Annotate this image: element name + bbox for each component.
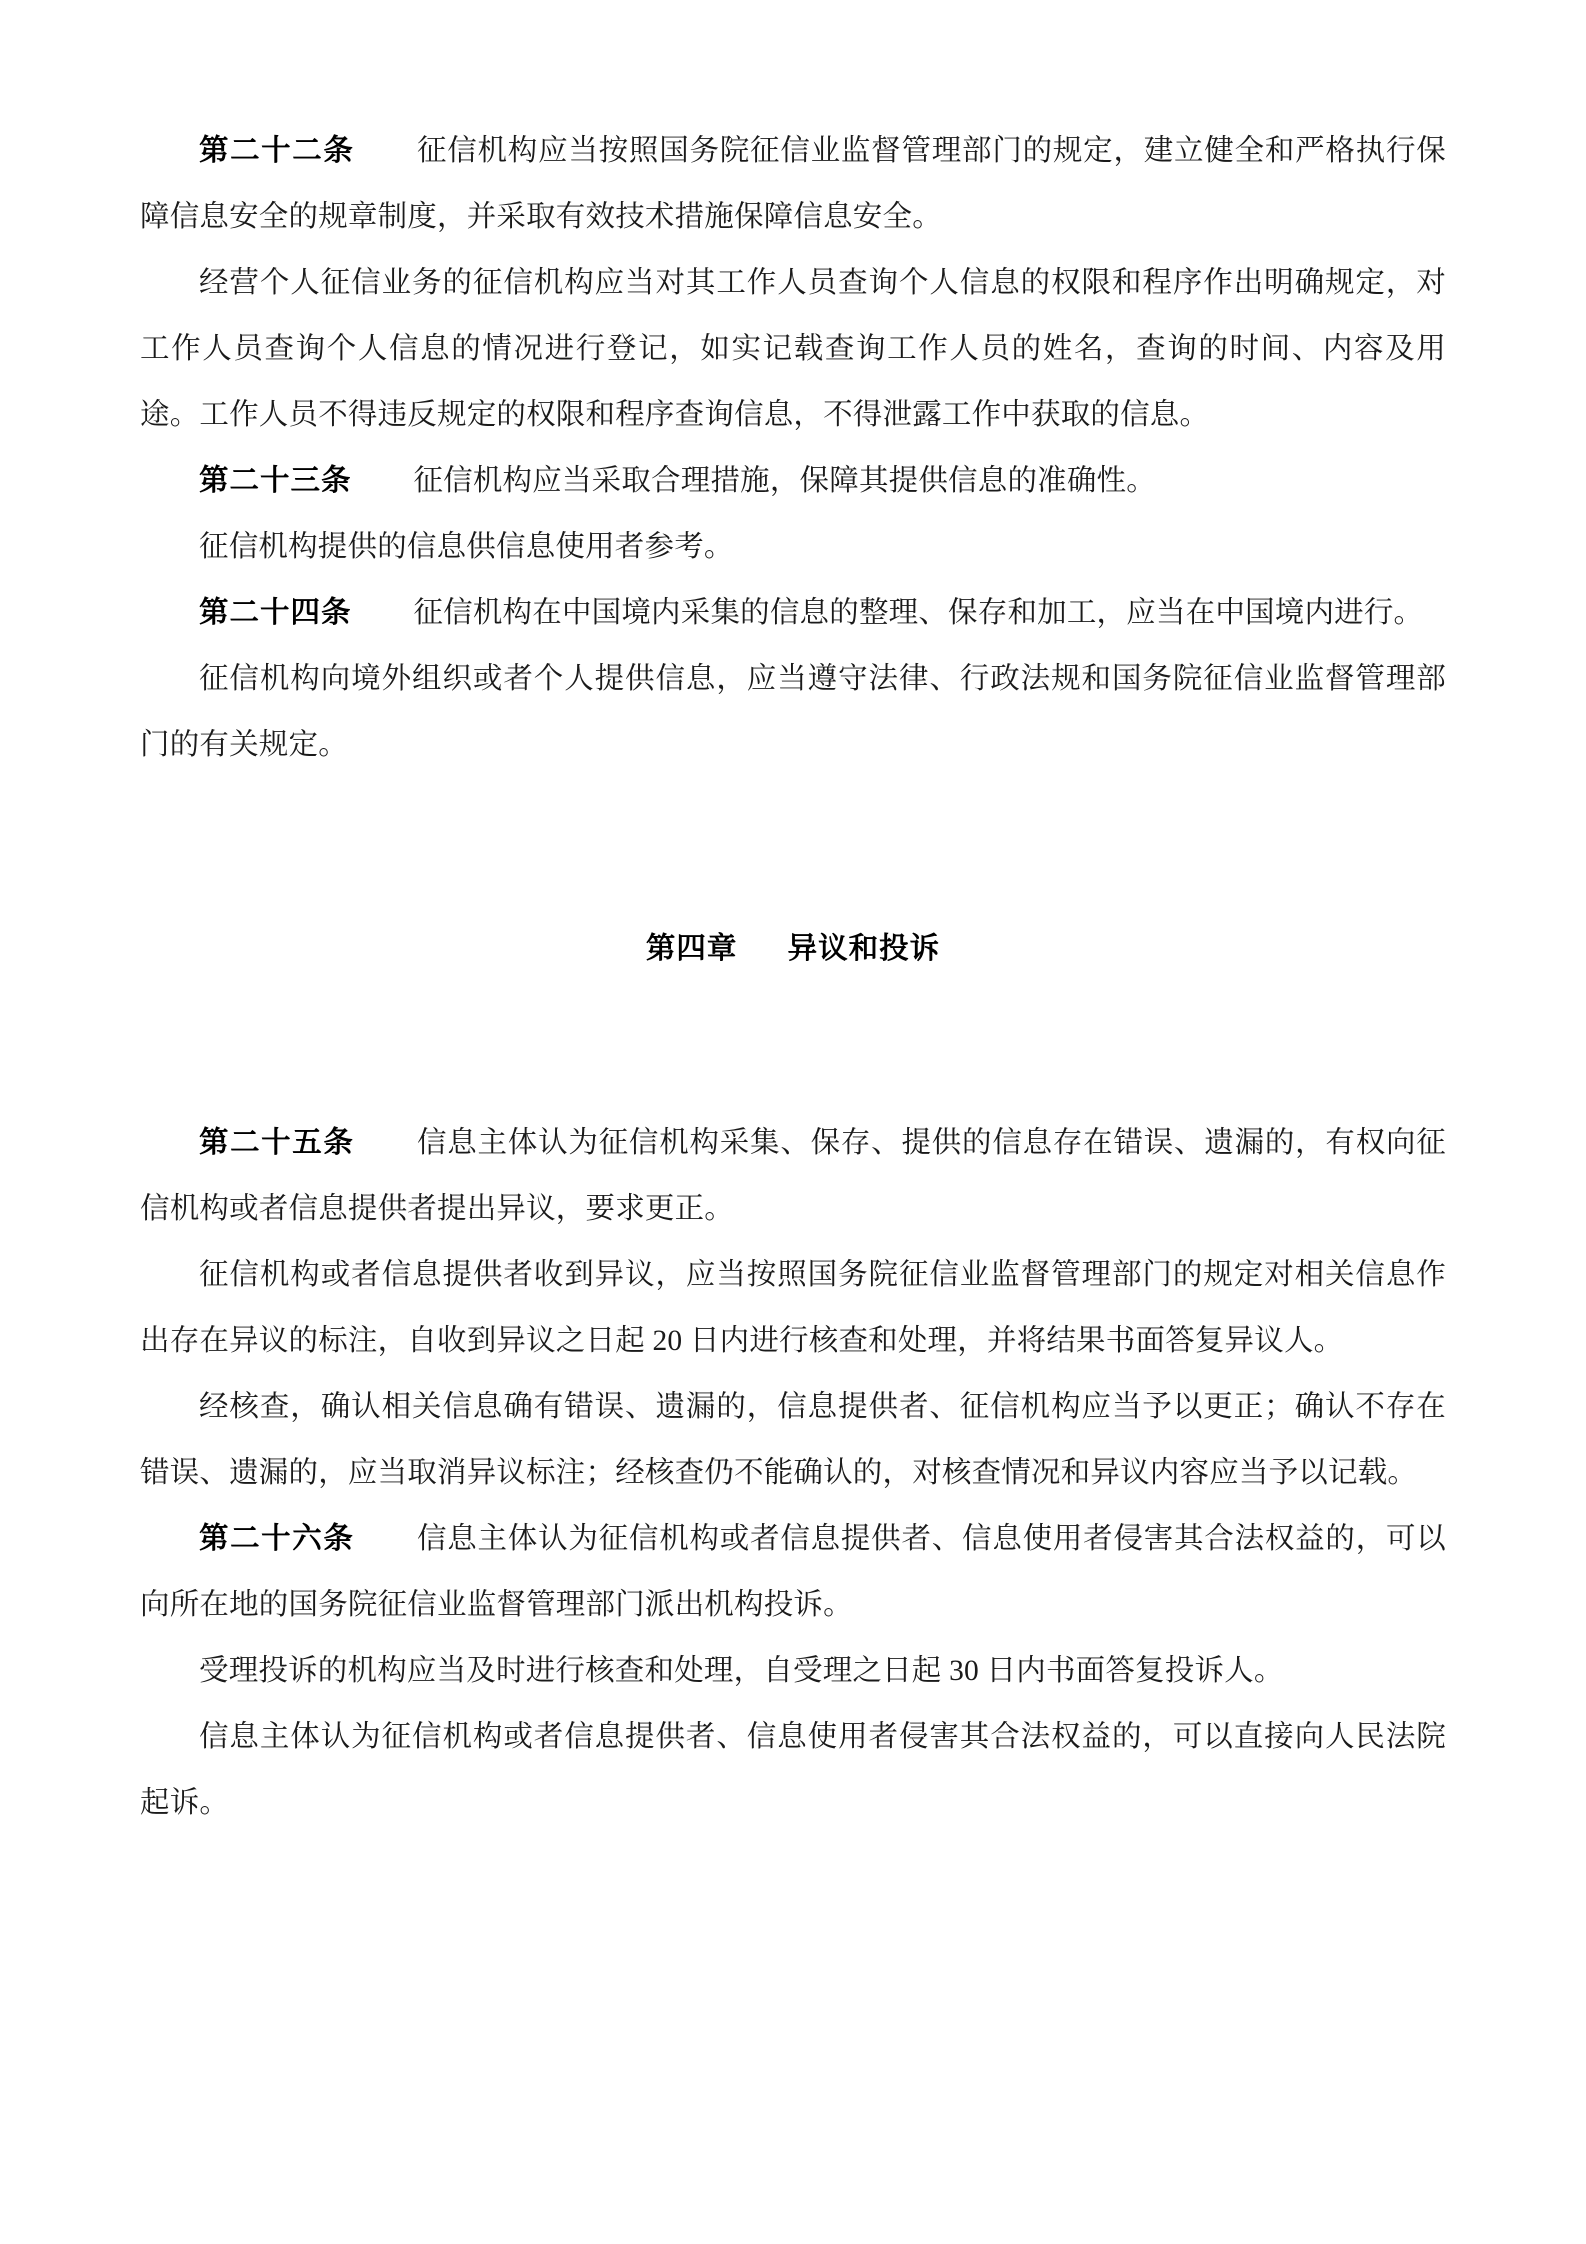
paragraph-text: 征信机构或者信息提供者收到异议，应当按照国务院征信业监督管理部门的规定对相关信息作出存在异议的标注，自收到异议之日起 20 日内进行核查和处理，并将结果书面答复异议人。 bbox=[140, 1259, 1446, 1357]
chapter-heading bbox=[140, 916, 1446, 982]
article-text: 征信机构应当按照国务院征信业监督管理部门的规定，建立健全和严格执行保障信息安全的规章制度，并采取有效技术措施保障信息安全。 bbox=[140, 135, 1446, 233]
paragraph-text: 经核查，确认相关信息确有错误、遗漏的，信息提供者、征信机构应当予以更正；确认不存在错误、遗漏的，应当取消异议标注；经核查仍不能确认的，对核查情况和异议内容应当予以记载。 bbox=[140, 1391, 1446, 1489]
article-paragraph bbox=[140, 1506, 1446, 1638]
article-text: 信息主体认为征信机构或者信息提供者、信息使用者侵害其合法权益的，可以向所在地的国务院征信业监督管理部门派出机构投诉。 bbox=[140, 1523, 1446, 1621]
article-label: 第二十二条 bbox=[199, 135, 355, 167]
body-paragraph bbox=[140, 1242, 1446, 1374]
article-label: 第二十四条 bbox=[199, 597, 352, 629]
paragraph-text: 信息主体认为征信机构或者信息提供者、信息使用者侵害其合法权益的，可以直接向人民法院起诉。 bbox=[140, 1721, 1446, 1819]
article-paragraph bbox=[140, 1110, 1446, 1242]
article-label: 第二十五条 bbox=[199, 1127, 355, 1159]
body-paragraph bbox=[140, 646, 1446, 778]
chapter-number: 第四章 bbox=[645, 933, 738, 965]
article-paragraph bbox=[140, 448, 1446, 514]
chapter-spacer-bottom bbox=[140, 982, 1446, 1110]
paragraph-text: 受理投诉的机构应当及时进行核查和处理，自受理之日起 30 日内书面答复投诉人。 bbox=[199, 1655, 1284, 1687]
paragraph-text: 征信机构向境外组织或者个人提供信息，应当遵守法律、行政法规和国务院征信业监督管理部门的有关规定。 bbox=[140, 663, 1446, 761]
article-paragraph bbox=[140, 118, 1446, 250]
article-label: 第二十三条 bbox=[199, 465, 352, 497]
paragraph-text: 征信机构提供的信息供信息使用者参考。 bbox=[199, 531, 734, 563]
article-label: 第二十六条 bbox=[199, 1523, 355, 1555]
body-paragraph bbox=[140, 1638, 1446, 1704]
body-paragraph bbox=[140, 514, 1446, 580]
paragraph-text: 经营个人征信业务的征信机构应当对其工作人员查询个人信息的权限和程序作出明确规定，对工作人员查询个人信息的情况进行登记，如实记载查询工作人员的姓名，查询的时间、内容及用途。工作人员不得违反规定的权限和程序查询信息，不得泄露工作中获取的信息。 bbox=[140, 267, 1446, 431]
article-text: 信息主体认为征信机构采集、保存、提供的信息存在错误、遗漏的，有权向征信机构或者信息提供者提出异议，要求更正。 bbox=[140, 1127, 1446, 1225]
body-paragraph bbox=[140, 1374, 1446, 1506]
body-paragraph bbox=[140, 250, 1446, 448]
article-text: 征信机构应当采取合理措施，保障其提供信息的准确性。 bbox=[413, 465, 1156, 497]
article-text: 征信机构在中国境内采集的信息的整理、保存和加工，应当在中国境内进行。 bbox=[413, 597, 1424, 629]
body-paragraph bbox=[140, 1704, 1446, 1836]
chapter-title: 异议和投诉 bbox=[787, 933, 941, 965]
chapter-spacer-top bbox=[140, 778, 1446, 916]
article-paragraph bbox=[140, 580, 1446, 646]
page-body bbox=[140, 118, 1446, 1836]
